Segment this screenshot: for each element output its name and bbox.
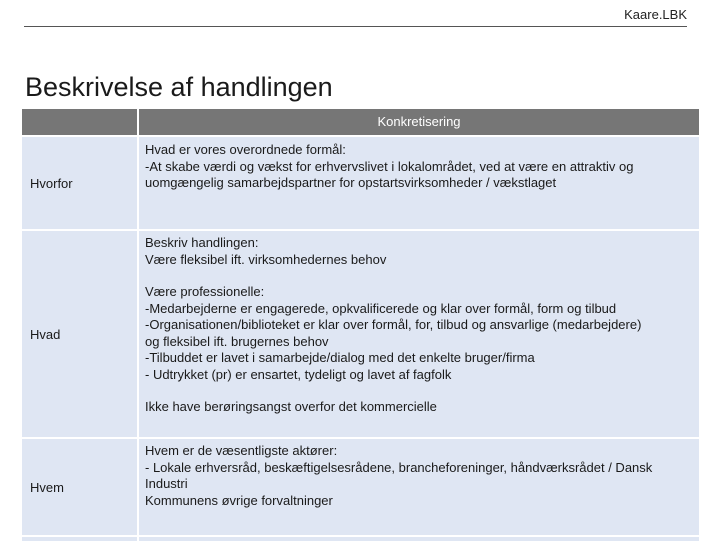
konkretisering-table xyxy=(22,109,699,541)
row-label-hvad: Hvad xyxy=(22,231,137,437)
content-line: Kommunens øvrige forvaltninger xyxy=(145,492,333,508)
table-row-hvad xyxy=(22,231,699,437)
content-line: Være fleksibel ift. virksomhedernes behov xyxy=(145,251,387,267)
paragraph-gap xyxy=(145,268,693,284)
row-label-hvorfor: Hvorfor xyxy=(22,137,137,229)
paragraph-beskriv xyxy=(145,235,693,268)
content-line: - Udtrykket (pr) er ensartet, tydeligt og lavet af fagfolk xyxy=(145,366,452,382)
content-line: - Lokale erhversråd, beskæftigelsesrådene, brancheforeninger, håndværksrådet / Dansk xyxy=(145,459,653,475)
content-line: Ikke have berøringsangst overfor det kommercielle xyxy=(145,399,437,414)
content-line: Hvem er de væsentligste aktører: xyxy=(145,443,338,458)
content-line: Industri xyxy=(145,476,188,491)
content-line: -Organisationen/biblioteket er klar over formål, for, tilbud og ansvarlige (medarbejdere) xyxy=(145,317,642,332)
paragraph-professionelle xyxy=(145,284,693,383)
row-label-hvem: Hvem xyxy=(22,439,137,535)
cutoff-cell xyxy=(139,537,699,541)
cutoff-cell xyxy=(22,537,137,541)
content-line: og fleksibel ift. brugernes behov xyxy=(145,333,329,349)
row-content-hvem xyxy=(139,439,699,535)
paragraph-kommercielle xyxy=(145,399,693,416)
content-line: Beskriv handlingen: xyxy=(145,235,259,250)
header-divider xyxy=(24,26,687,27)
content-line: uomgængelig samarbejdspartner for opstartsvirksomheder / vækstlaget xyxy=(145,175,557,190)
table-header-empty-cell xyxy=(22,109,137,135)
table-row-cutoff xyxy=(22,537,699,541)
content-line: -Tilbuddet er lavet i samarbejde/dialog med det enkelte bruger/firma xyxy=(145,350,535,365)
header-brand: Kaare.LBK xyxy=(624,7,687,22)
content-line: Hvad er vores overordnede formål: xyxy=(145,142,346,157)
table-header-row xyxy=(22,109,699,135)
row-content-hvad xyxy=(139,231,699,437)
table-row-hvem xyxy=(22,439,699,535)
table-row-hvorfor xyxy=(22,137,699,229)
paragraph-gap xyxy=(145,383,693,399)
table-column-header: Konkretisering xyxy=(139,109,699,135)
content-line: -At skabe værdi og vækst for erhvervslivet i lokalområdet, ved at være en attraktiv og xyxy=(145,158,634,174)
row-content-hvorfor xyxy=(139,137,699,229)
content-line: -Medarbejderne er engagerede, opkvalificerede og klar over formål, form og tilbud xyxy=(145,300,617,316)
slide-title: Beskrivelse af handlingen xyxy=(25,72,333,103)
content-line: Være professionelle: xyxy=(145,284,265,299)
